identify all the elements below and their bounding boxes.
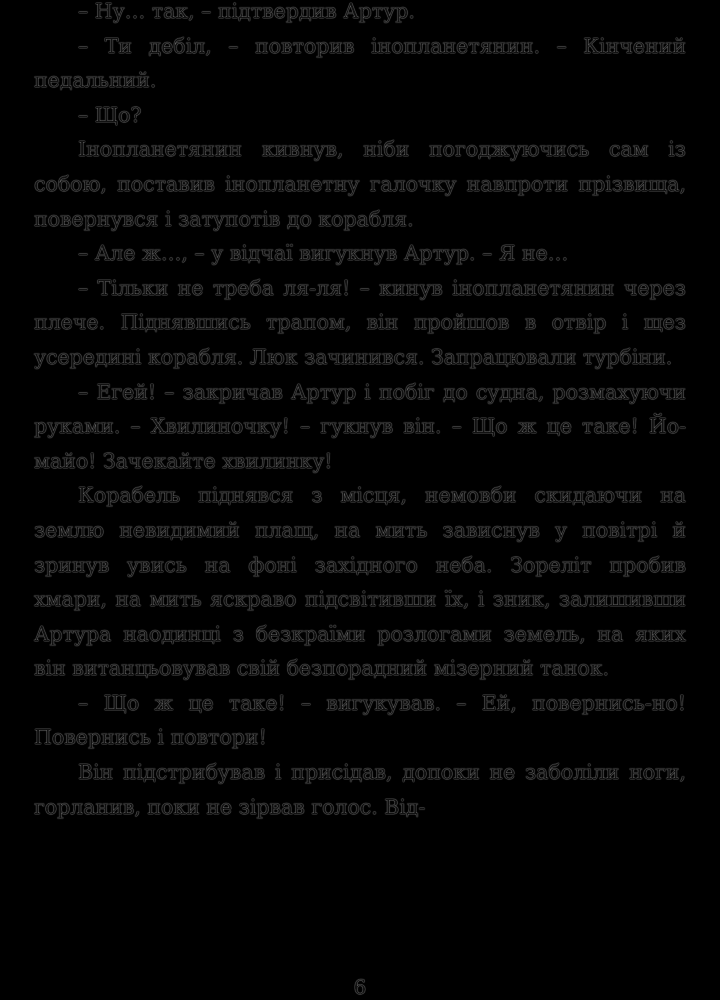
- paragraph: – Але ж…, – у відчаї вигукнув Артур. – Я не…: [78, 241, 569, 266]
- paragraph: – Що ж це таке! – вигукував. – Ей, повернись-но! Повернись і повтори!: [34, 690, 686, 750]
- book-page: [34, 0, 720, 1000]
- paragraph: – Ти дебіл, – повторив інопланетянин. – Кінчений педальний.: [34, 33, 686, 93]
- page-text: [34, 0, 686, 824]
- paragraph: Інопланетянин кивнув, ніби погоджуючись сам із собою, поставив інопланетну галочку навпроти прізвища, повернувся і затупотів до корабля.: [34, 137, 686, 231]
- paragraph: Він підстрибував і присідав, допоки не заболіли ноги, горланив, поки не зірвав голос. Від-: [34, 760, 686, 819]
- paragraph: – Егей! – закричав Артур і побіг до судна, розмахуючи руками. – Хвилиночку! – гукнув він. – Що ж це таке! Йо-майо! Зачекайте хвилинку!: [34, 379, 686, 473]
- paragraph: Корабель піднявся з місця, немовби скидаючи на землю невидимий плащ, на мить зависнув у повітрі й зринув увись на фоні західного неба. Зореліт пробив хмари, на мить яскраво підсвітивши їх, і зник, залишивши Артура наодинці з безкраїми розлогами земель, на яких він витанцьовував свій безпорадний мізерний танок.: [34, 483, 686, 681]
- paragraph: – Що?: [78, 102, 142, 127]
- scan-left-border: [0, 0, 34, 1000]
- paragraph: – Ну… так, – підтвердив Артур.: [78, 0, 415, 23]
- page-number: 6: [353, 975, 367, 999]
- paragraph: – Тільки не треба ля-ля! – кинув інопланетянин через плече. Піднявшись трапом, він пройшов в отвір і щез усередині корабля. Люк зачинився. Запрацювали турбіни.: [34, 275, 686, 369]
